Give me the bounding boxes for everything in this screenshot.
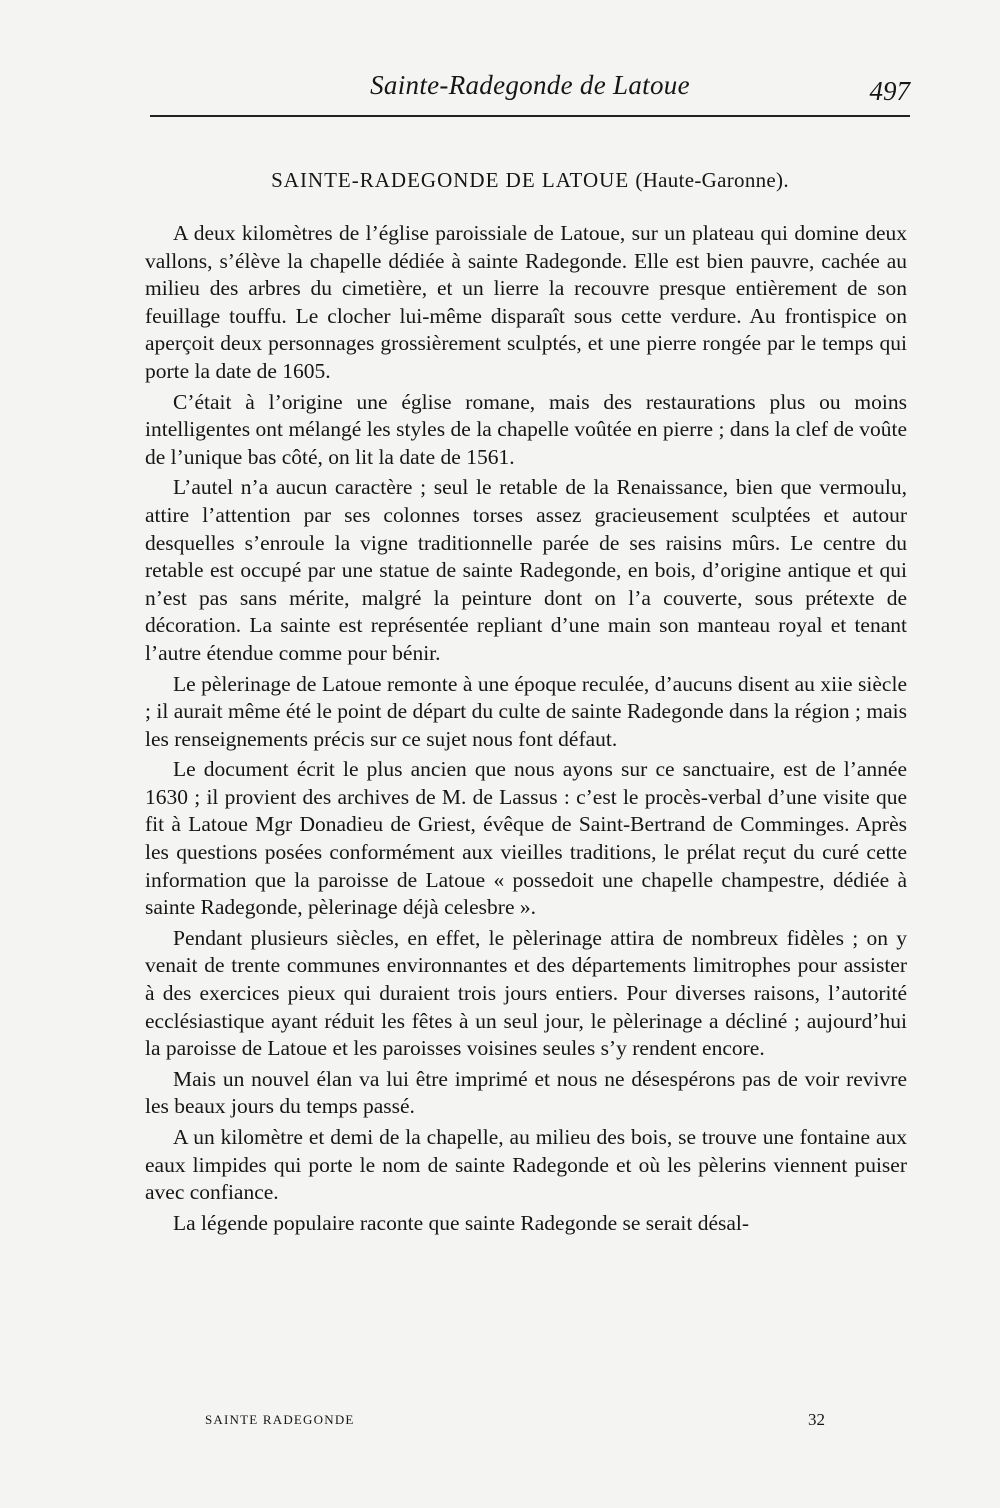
paragraph: Pendant plusieurs siècles, en effet, le pèlerinage attira de nombreux fidèles ; on y venait de trente communes environnantes et des départements limitrophes pour assister à des exercices pieux qui duraient trois jours entiers. Pour diverses raisons, l’autorité ecclésiastique ayant réduit les fêtes à un seul jour, le pèlerinage a décliné ; aujourd’hui la paroisse de Latoue et les paroisses voisines seules s’y rendent encore. (145, 925, 907, 1061)
paragraph: L’autel n’a aucun caractère ; seul le retable de la Renaissance, bien que vermoulu, attire l’attention par ses colonnes torses assez gracieusement sculptées et autour desquelles s’enroule la vigne traditionnelle parée de ses raisins mûrs. Le centre du retable est occupé par une statue de sainte Radegonde, en bois, d’origine antique et qui n’est pas sans mérite, malgré la peinture dont on l’a couverte, sous prétexte de décoration. La sainte est représentée repliant d’une main son manteau royal et tenant l’autre étendue comme pour bénir. (145, 475, 907, 665)
paragraph: C’était à l’origine une église romane, mais des restaurations plus ou moins intelligentes ont mélangé les styles de la chapelle voûtée en pierre ; dans la clef de voûte de l’unique bas côté, on lit la date de 1561. (145, 389, 907, 469)
paragraph: A un kilomètre et demi de la chapelle, au milieu des bois, se trouve une fontaine aux eaux limpides qui porte le nom de sainte Radegonde et où les pèlerins viennent puiser avec confiance. (145, 1125, 907, 1205)
section-title: SAINTE-RADEGONDE DE LATOUE (271, 168, 630, 192)
running-title: Sainte-Radegonde de Latoue (370, 70, 690, 100)
section-heading (150, 168, 910, 193)
signature-footer (205, 1412, 825, 1432)
body-text (145, 220, 907, 1240)
section-subtitle: (Haute-Garonne). (635, 168, 789, 192)
paragraph: Le document écrit le plus ancien que nous ayons sur ce sanctuaire, est de l’année 1630 ; il provient des archives de M. de Lassus : c’est le procès-verbal d’une visite que fit à Latoue Mgr Donadieu de Griest, évêque de Saint-Bertrand de Comminges. Après les questions posées conformément aux vieilles traditions, le prélat reçut du curé cette information que la paroisse de Latoue « possedoit une chapelle champestre, dédiée à sainte Radegonde, pèlerinage déjà celesbre ». (145, 757, 907, 920)
page-number: 497 (869, 76, 910, 106)
signature-number: 32 (808, 1410, 825, 1429)
paragraph: La légende populaire raconte que sainte Radegonde se serait désal- (173, 1210, 750, 1235)
signature-label: SAINTE RADEGONDE (205, 1412, 355, 1427)
paragraph: A deux kilomètres de l’église paroissiale de Latoue, sur un plateau qui domine deux vallons, s’élève la chapelle dédiée à sainte Radegonde. Elle est bien pauvre, cachée au milieu des arbres du cimetière, et un lierre la recouvre presque entièrement de son feuillage touffu. Le clocher lui-même disparaît sous cette verdure. Au frontispice on aperçoit deux personnages grossièrement sculptés, et une pierre rongée par le temps qui porte la date de 1605. (145, 221, 907, 383)
paragraph: Mais un nouvel élan va lui être imprimé et nous ne désespérons pas de voir revivre les beaux jours du temps passé. (145, 1066, 907, 1119)
running-header (150, 62, 910, 112)
header-rule (150, 115, 910, 117)
paragraph: Le pèlerinage de Latoue remonte à une époque reculée, d’aucuns disent au xiie siècle ; il aurait même été le point de départ du culte de sainte Radegonde dans la région ; mais les renseignements précis sur ce sujet nous font défaut. (145, 671, 907, 751)
